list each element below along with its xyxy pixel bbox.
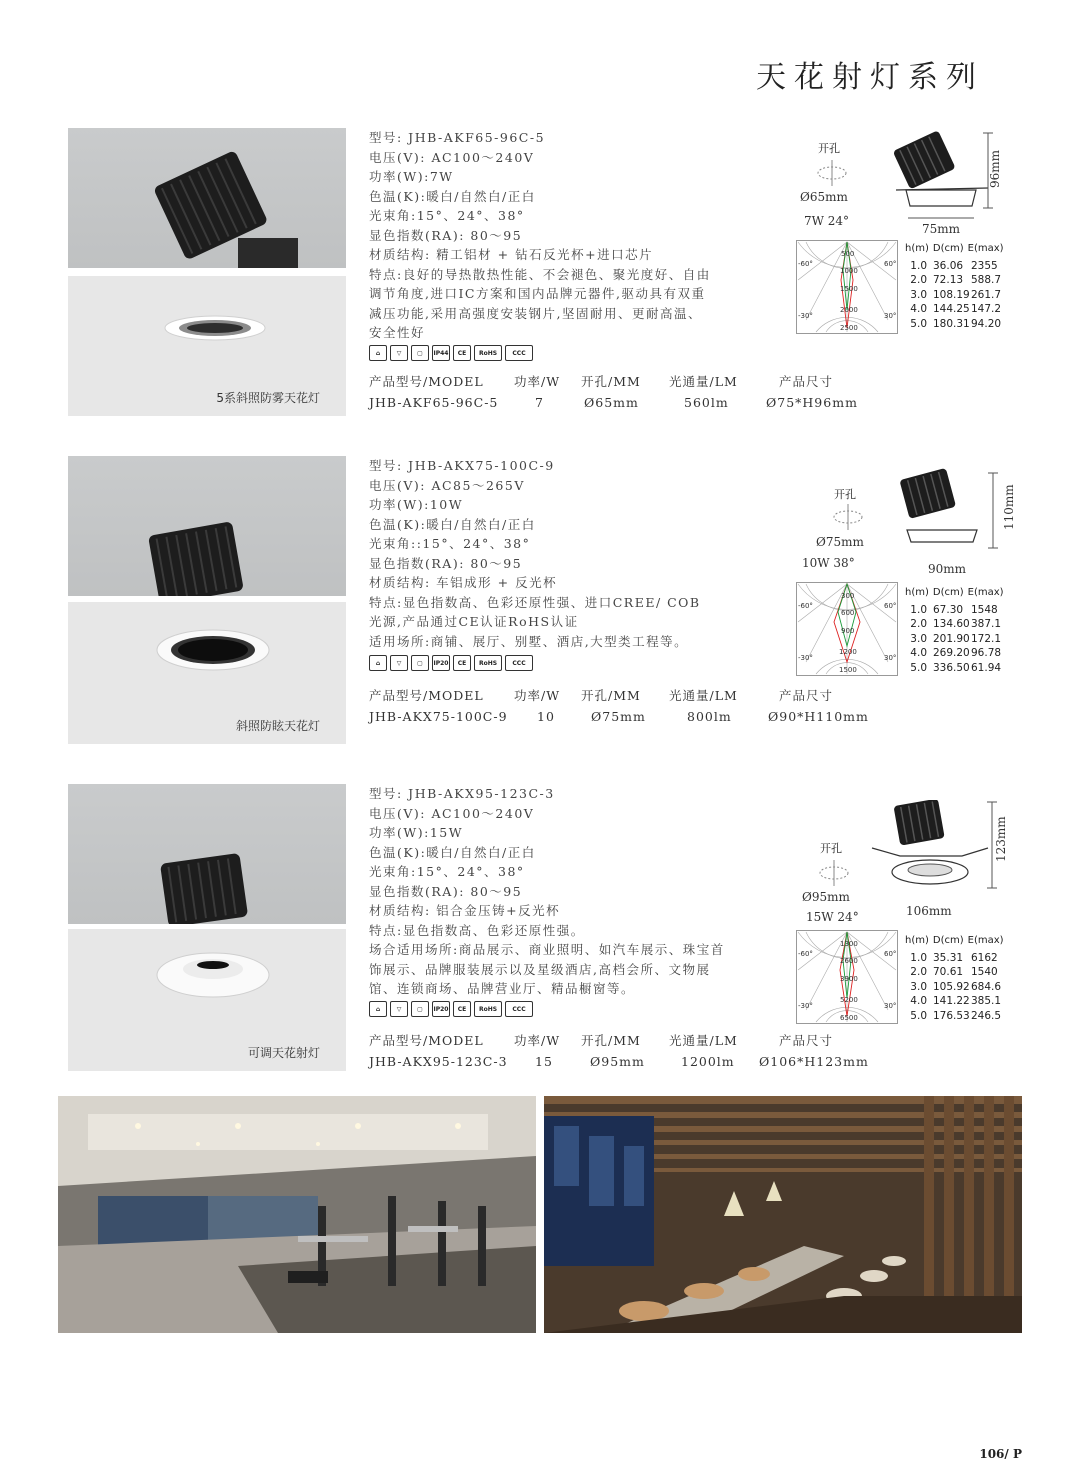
- f-mark-icon: ▽: [390, 345, 408, 361]
- col-power: 功率/W: [514, 374, 561, 389]
- svg-text:60°: 60°: [884, 602, 897, 610]
- spec-application: 适用场所:商铺、展厅、别墅、酒店,大型类工程等。: [369, 633, 689, 649]
- f-mark-icon: ▽: [390, 1001, 408, 1017]
- ccc-icon: CCC: [505, 1001, 533, 1017]
- spec-features: 特点:显色指数高、色彩还原性强、进口CREE/ COB光源,产品通过CE认证RoHS认证: [369, 594, 701, 629]
- svg-text:-60°: -60°: [798, 950, 813, 958]
- page-title: 天花射灯系列: [756, 60, 984, 95]
- width-label: 106mm: [906, 904, 952, 918]
- class-ii-icon: ▢: [411, 1001, 429, 1017]
- svg-text:30°: 30°: [884, 654, 897, 662]
- product-2-front-photo: [68, 602, 346, 744]
- photometric-table: h(m) D(cm) E(max) 1.0 36.06 2355 2.0 72.13 588.7 3.0 108.19 261.7 4.0 144.25 147.2 5.0 180.31 94.20: [905, 242, 1010, 331]
- spec-color-temp: 色温(K):暖白/自然白/正白: [369, 516, 536, 532]
- indoor-house-icon: ⌂: [369, 345, 387, 361]
- svg-text:5200: 5200: [840, 996, 858, 1004]
- spec-power: 功率(W):7W: [369, 169, 454, 184]
- col-lumen: 光通量/LM: [669, 688, 738, 703]
- spec-material: 材质结构: 车铝成形 + 反光杯: [369, 575, 558, 590]
- hole-size: Ø65mm: [800, 190, 848, 204]
- table-row: 2.0 134.60 387.1: [910, 618, 1002, 630]
- width-label: 90mm: [928, 562, 967, 576]
- luminaire-outline-icon: [870, 800, 1000, 900]
- table-row: 3.0 201.90 172.1: [910, 632, 1002, 645]
- rohs-icon: RoHS: [474, 655, 502, 671]
- spec-cri: 显色指数(RA): 80～95: [369, 883, 523, 899]
- product-1-luminaire-photo: [68, 128, 346, 268]
- col-power: 功率/W: [514, 1033, 561, 1048]
- rohs-icon: RoHS: [474, 1001, 502, 1017]
- ce-mark-icon: CE: [453, 1001, 471, 1017]
- product-2-caption: 斜照防眩天花灯: [235, 719, 320, 733]
- spec-features: 特点:显色指数高、色彩还原性强。: [369, 922, 585, 938]
- ccc-icon: CCC: [505, 345, 533, 361]
- hole-diagram-icon: [814, 858, 854, 888]
- beam-label: 10W 38°: [802, 556, 855, 570]
- hole-size: Ø75mm: [816, 535, 864, 549]
- table-row: 5.0 336.50 61.94: [910, 661, 1002, 674]
- product-2-luminaire-photo: [68, 456, 346, 596]
- spec-beam-angle: 光束角:15°、24°、38°: [369, 208, 525, 223]
- spec-model: 型号: JHB-AKF65-96C-5: [369, 130, 546, 145]
- spec-material: 材质结构: 精工铝材 + 钻石反光杯+进口芯片: [369, 247, 654, 262]
- svg-text:3900: 3900: [840, 975, 858, 983]
- product-2-cert-icons: [369, 655, 533, 671]
- hole-label: 开孔: [818, 142, 840, 155]
- table-row: 1.0 36.06 2355: [910, 259, 998, 272]
- spec-color-temp: 色温(K):暖白/自然白/正白: [369, 188, 536, 204]
- svg-text:-60°: -60°: [798, 260, 813, 268]
- table-row: 3.0 108.19 261.7: [910, 288, 1002, 301]
- beam-label: 15W 24°: [806, 910, 859, 924]
- f-mark-icon: ▽: [390, 655, 408, 671]
- class-ii-icon: ▢: [411, 655, 429, 671]
- indoor-house-icon: ⌂: [369, 655, 387, 671]
- hole-label: 开孔: [834, 488, 856, 501]
- svg-text:-30°: -30°: [798, 654, 813, 662]
- col-power: 功率/W: [514, 688, 561, 703]
- svg-text:900: 900: [841, 627, 855, 635]
- product-2-specs: [369, 456, 749, 651]
- table-row: 4.0 269.20 96.78: [910, 647, 1002, 659]
- table-row: 1.0 67.30 1548: [910, 603, 998, 616]
- photometric-table: h(m) D(cm) E(max) 1.0 67.30 1548 2.0 134.60 387.1 3.0 201.90 172.1 4.0 269.20 96.78 5.0 336.50 61.94: [905, 586, 1010, 675]
- indoor-house-icon: ⌂: [369, 1001, 387, 1017]
- polar-scale-2: 1000: [840, 267, 858, 275]
- col-size: 产品尺寸: [779, 688, 834, 703]
- spec-model: 型号: JHB-AKX75-100C-9: [369, 458, 555, 473]
- hole-diagram-icon: [828, 502, 868, 532]
- ce-mark-icon: CE: [453, 655, 471, 671]
- svg-text:-30°: -30°: [798, 1002, 813, 1010]
- product-3-front-photo: [68, 929, 346, 1071]
- spec-application: 场合适用场所:商品展示、商业照明、如汽车展示、珠宝首饰展示、品牌服装展示以及星级酒店,高档会所、文物展馆、连锁商场、品牌营业厅、精品橱窗等。: [369, 942, 725, 996]
- ip-rating-icon: IP20: [432, 655, 450, 671]
- luminaire-outline-icon: [888, 128, 998, 223]
- height-label: 123mm: [994, 816, 1008, 862]
- photometric-table: h(m) D(cm) E(max) 1.0 35.31 6162 2.0 70.61 1540 3.0 105.92 684.6 4.0 141.22 385.1 5.0 176.53 246.5: [905, 934, 1010, 1023]
- hole-size: Ø95mm: [802, 890, 850, 904]
- spec-beam-angle: 光束角:15°、24°、38°: [369, 864, 525, 879]
- product-1-cert-icons: [369, 345, 533, 361]
- spec-power: 功率(W):15W: [369, 825, 464, 840]
- col-hole: 开孔/MM: [581, 1033, 641, 1048]
- hole-diagram-icon: [812, 158, 852, 188]
- svg-text:60°: 60°: [884, 950, 897, 958]
- svg-text:-30°: -30°: [798, 312, 813, 320]
- spec-color-temp: 色温(K):暖白/自然白/正白: [369, 844, 536, 860]
- spec-features: 特点:良好的导热散热性能、不会褪色、聚光度好、自由调节角度,进口IC方案和国内品牌元器件,驱动具有双重减压功能,采用高强度安装钢片,坚固耐用、更耐高温、安全性好: [369, 266, 711, 340]
- svg-text:1200: 1200: [839, 648, 857, 656]
- svg-text:-60°: -60°: [798, 602, 813, 610]
- spec-model: 型号: JHB-AKX95-123C-3: [369, 786, 555, 801]
- col-lumen: 光通量/LM: [669, 1033, 738, 1048]
- page-number: 106/ P: [979, 1447, 1022, 1461]
- product-1-front-photo: [68, 276, 346, 416]
- svg-text:1300: 1300: [840, 940, 858, 948]
- product-3-caption: 可调天花射灯: [247, 1046, 320, 1060]
- svg-text:300: 300: [841, 592, 855, 600]
- table-row: 1.0 35.31 6162: [910, 951, 998, 964]
- spec-cri: 显色指数(RA): 80～95: [369, 555, 523, 571]
- spec-power: 功率(W):10W: [369, 497, 464, 512]
- col-model: 产品型号/MODEL: [369, 1033, 484, 1048]
- restaurant-scene-photo: [544, 1096, 1022, 1333]
- ip-rating-icon: IP20: [432, 1001, 450, 1017]
- polar-scale-5: 2500: [840, 324, 858, 332]
- beam-label: 7W 24°: [804, 214, 850, 228]
- ce-mark-icon: CE: [453, 345, 471, 361]
- svg-text:1500: 1500: [839, 666, 857, 674]
- rohs-icon: RoHS: [474, 345, 502, 361]
- spec-voltage: 电压(V): AC100～240V: [369, 149, 535, 165]
- spec-material: 材质结构: 铝合金压铸+反光杯: [369, 903, 561, 918]
- spec-cri: 显色指数(RA): 80～95: [369, 227, 523, 243]
- gym-scene-photo: [58, 1096, 536, 1333]
- table-row: 5.0 176.53 246.5: [910, 1009, 1002, 1022]
- class-ii-icon: ▢: [411, 345, 429, 361]
- polar-scale-3: 1500: [840, 285, 858, 293]
- svg-text:60°: 60°: [884, 260, 897, 268]
- ip-rating-icon: IP44: [432, 345, 450, 361]
- polar-light-distribution-chart: [796, 582, 898, 676]
- height-label: 110mm: [1002, 484, 1016, 530]
- product-1-caption: 5系斜照防雾天花灯: [216, 391, 320, 405]
- product-3-specs: [369, 784, 749, 999]
- col-hole: 开孔/MM: [581, 374, 641, 389]
- hole-label: 开孔: [820, 842, 842, 855]
- polar-scale-4: 2000: [840, 306, 858, 314]
- height-label: 96mm: [988, 149, 1002, 188]
- polar-scale-1: 500: [841, 250, 855, 258]
- product-3-cert-icons: [369, 1001, 533, 1017]
- col-model: 产品型号/MODEL: [369, 374, 484, 389]
- col-model: 产品型号/MODEL: [369, 688, 484, 703]
- table-row: 4.0 141.22 385.1: [910, 995, 1002, 1007]
- svg-text:30°: 30°: [884, 312, 897, 320]
- svg-text:6500: 6500: [840, 1014, 858, 1022]
- table-row: 2.0 72.13 588.7: [910, 274, 1002, 286]
- width-label: 75mm: [922, 222, 961, 236]
- product-3-luminaire-photo: [68, 784, 346, 924]
- table-row: 4.0 144.25 147.2: [910, 303, 1002, 315]
- col-hole: 开孔/MM: [581, 688, 641, 703]
- polar-light-distribution-chart: [796, 240, 898, 334]
- polar-light-distribution-chart: [796, 930, 898, 1024]
- svg-text:2600: 2600: [840, 957, 858, 965]
- table-row: 3.0 105.92 684.6: [910, 980, 1002, 993]
- table-row: 2.0 70.61 1540: [910, 966, 998, 978]
- spec-voltage: 电压(V): AC85～265V: [369, 477, 525, 493]
- ccc-icon: CCC: [505, 655, 533, 671]
- table-row: 5.0 180.31 94.20: [910, 317, 1002, 330]
- col-lumen: 光通量/LM: [669, 374, 738, 389]
- svg-text:30°: 30°: [884, 1002, 897, 1010]
- col-size: 产品尺寸: [779, 374, 834, 389]
- col-size: 产品尺寸: [779, 1033, 834, 1048]
- luminaire-outline-icon: [895, 468, 1000, 563]
- product-1-specs: [369, 128, 749, 343]
- spec-beam-angle: 光束角::15°、24°、38°: [369, 536, 531, 551]
- spec-voltage: 电压(V): AC100～240V: [369, 805, 535, 821]
- svg-text:600: 600: [841, 609, 855, 617]
